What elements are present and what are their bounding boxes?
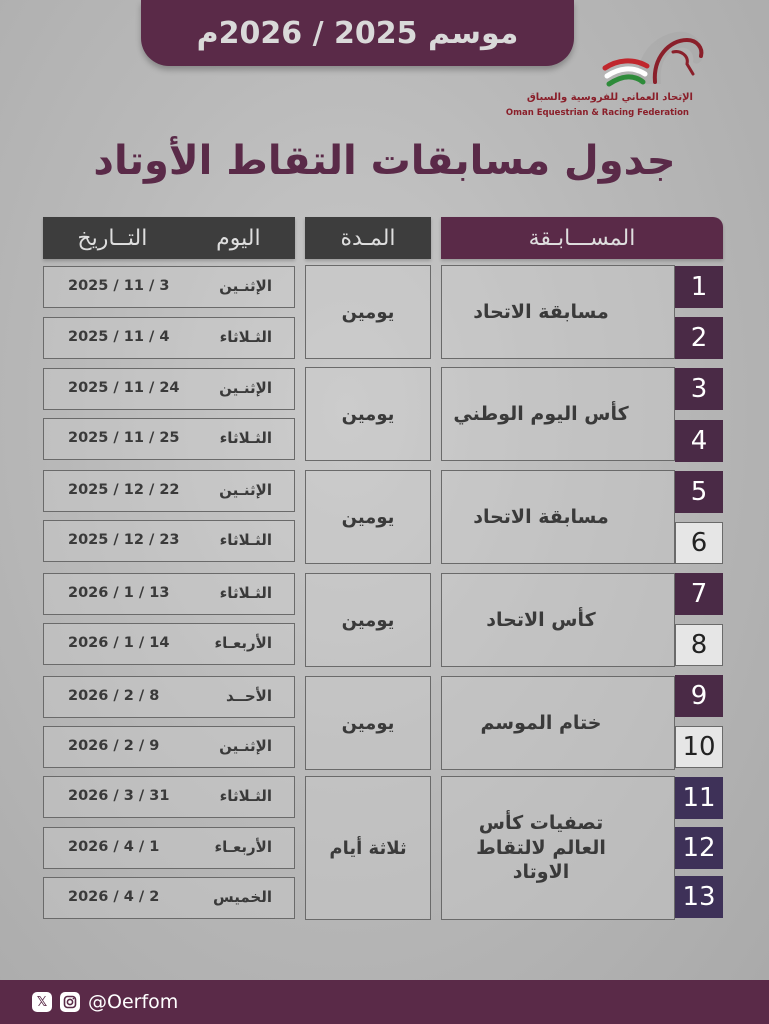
date-value: 2026 / 3 / 31 xyxy=(68,788,170,804)
duration-cell xyxy=(305,265,431,359)
day-name: الثـلاثاء xyxy=(219,429,272,447)
row-number: 8 xyxy=(675,624,723,666)
date-row xyxy=(43,726,295,768)
header-duration-label: المـدة xyxy=(340,225,396,251)
date-value: 2026 / 2 / 9 xyxy=(68,738,160,754)
date-row xyxy=(43,470,295,512)
date-row xyxy=(43,573,295,615)
day-name: الإثنـين xyxy=(219,277,272,295)
race-name: تصفيات كأس العالم لالتقاط الاوتاد xyxy=(476,811,606,884)
duration-cell xyxy=(305,676,431,770)
date-row xyxy=(43,317,295,359)
instagram-icon[interactable] xyxy=(60,992,80,1012)
race-name: كأس الاتحاد xyxy=(486,608,596,631)
duration-value: ثلاثة أيام xyxy=(329,837,407,859)
day-name: الخميس xyxy=(213,888,272,906)
row-number: 9 xyxy=(675,675,723,717)
row-number: 6 xyxy=(675,522,723,564)
day-name: الإثنـين xyxy=(219,481,272,499)
row-number: 4 xyxy=(675,420,723,462)
date-row xyxy=(43,266,295,308)
date-value: 2025 / 12 / 22 xyxy=(68,482,180,498)
race-cell xyxy=(441,573,675,667)
date-row xyxy=(43,623,295,665)
header-race xyxy=(441,217,723,259)
duration-value: يومين xyxy=(341,506,395,528)
federation-name-arabic: الإتحاد العماني للفروسية والسباق xyxy=(526,92,693,103)
date-value: 2025 / 11 / 3 xyxy=(68,278,170,294)
row-number: 3 xyxy=(675,368,723,410)
race-cell xyxy=(441,470,675,564)
header-date-label: التــاريخ xyxy=(77,225,148,251)
day-name: الأحــد xyxy=(225,687,272,705)
federation-name-english: Oman Equestrian & Racing Federation xyxy=(505,108,689,118)
day-name: الأربعـاء xyxy=(214,838,272,856)
date-value: 2026 / 1 / 14 xyxy=(68,635,170,651)
duration-value: يومين xyxy=(341,403,395,425)
header-day-date xyxy=(43,217,295,259)
social-handle[interactable]: @Oerfom xyxy=(88,991,179,1013)
page-title: جدول مسابقات التقاط الأوتاد xyxy=(93,138,676,184)
day-name: الإثنـين xyxy=(219,737,272,755)
date-row xyxy=(43,418,295,460)
race-cell xyxy=(441,676,675,770)
date-row xyxy=(43,676,295,718)
race-name: كأس اليوم الوطني xyxy=(453,402,629,425)
day-name: الأربعـاء xyxy=(214,634,272,652)
footer-bar xyxy=(0,980,769,1024)
header-race-label: المســـابـقة xyxy=(528,225,636,251)
horse-logo-icon xyxy=(599,22,709,90)
day-name: الثـلاثاء xyxy=(219,328,272,346)
day-name: الثـلاثاء xyxy=(219,787,272,805)
date-row xyxy=(43,520,295,562)
row-number: 13 xyxy=(675,876,723,918)
race-cell xyxy=(441,367,675,461)
race-cell xyxy=(441,265,675,359)
duration-cell xyxy=(305,573,431,667)
row-number: 1 xyxy=(675,266,723,308)
duration-value: يومين xyxy=(341,712,395,734)
header-duration xyxy=(305,217,431,259)
duration-value: يومين xyxy=(341,301,395,323)
date-value: 2025 / 11 / 4 xyxy=(68,329,170,345)
race-name: ختام الموسم xyxy=(480,711,602,734)
x-logo-icon[interactable]: 𝕏 xyxy=(32,992,52,1012)
header-day-label: اليوم xyxy=(216,225,261,251)
race-cell xyxy=(441,776,675,920)
season-banner xyxy=(141,0,574,66)
date-value: 2026 / 4 / 1 xyxy=(68,839,160,855)
date-row xyxy=(43,776,295,818)
duration-cell xyxy=(305,470,431,564)
date-value: 2026 / 4 / 2 xyxy=(68,889,160,905)
row-number: 2 xyxy=(675,317,723,359)
row-number: 12 xyxy=(675,827,723,869)
race-name: مسابقة الاتحاد xyxy=(473,505,609,528)
date-row xyxy=(43,827,295,869)
day-name: الإثنـين xyxy=(219,379,272,397)
row-number: 7 xyxy=(675,573,723,615)
row-number: 11 xyxy=(675,777,723,819)
day-name: الثـلاثاء xyxy=(219,584,272,602)
season-label: موسم 2025 / 2026م xyxy=(196,15,519,51)
row-number: 10 xyxy=(675,726,723,768)
race-name: مسابقة الاتحاد xyxy=(473,300,609,323)
date-value: 2026 / 1 / 13 xyxy=(68,585,170,601)
date-row xyxy=(43,877,295,919)
federation-logo xyxy=(505,22,729,132)
day-name: الثـلاثاء xyxy=(219,531,272,549)
date-row xyxy=(43,368,295,410)
duration-value: يومين xyxy=(341,609,395,631)
date-value: 2025 / 11 / 24 xyxy=(68,380,180,396)
duration-cell xyxy=(305,367,431,461)
date-value: 2026 / 2 / 8 xyxy=(68,688,160,704)
date-value: 2025 / 12 / 23 xyxy=(68,532,180,548)
duration-cell xyxy=(305,776,431,920)
row-number: 5 xyxy=(675,471,723,513)
date-value: 2025 / 11 / 25 xyxy=(68,430,180,446)
